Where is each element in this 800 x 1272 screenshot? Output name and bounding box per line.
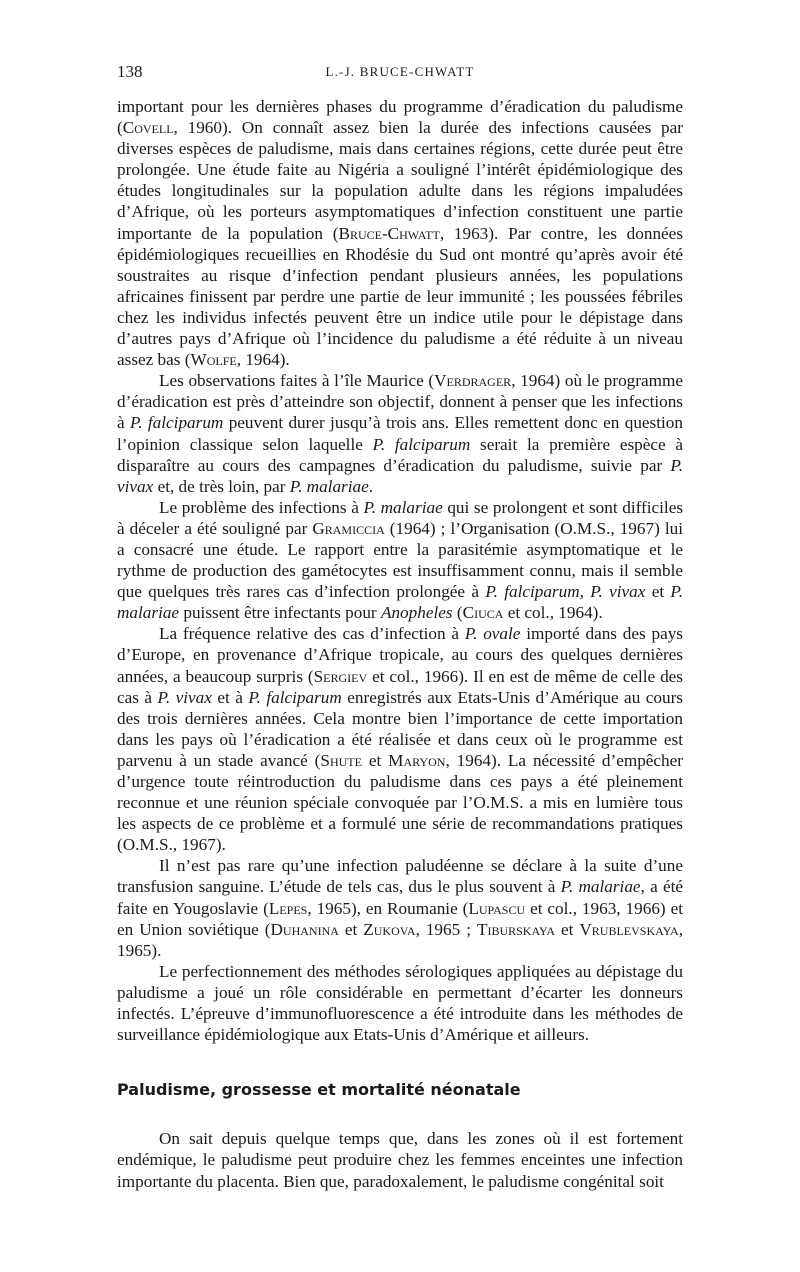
species-name: P. malariae <box>289 476 369 496</box>
paragraph-5: Il n’est pas rare qu’une infection paludéenne se déclare à la suite d’une transfusion sanguine. L’étude de tels cas, dus le plus souvent à P. malariae, a été faite en Yougoslavie (Lepes, 1965), en Roumanie (Lupascu et col., 1963, 1966) et en Union soviétique (Duhanina et Zukova, 1965 ; Tiburskaya et Vrublevskaya, 1965). <box>117 856 684 960</box>
citation-author: Sergiev <box>313 666 368 686</box>
running-head-author: L.-J. BRUCE-CHWATT <box>325 64 475 79</box>
paragraph-7: On sait depuis quelque temps que, dans les zones où il est fortement endémique, le paludisme peut produire chez les femmes enceintes une infection importante du placenta. Bien que, paradoxalement, le paludisme congénital soit <box>117 1129 683 1191</box>
running-header <box>117 62 683 88</box>
species-name: P. malariae <box>363 497 443 517</box>
species-name: P. vivax <box>117 455 683 496</box>
citation-author: Lepes <box>268 898 308 918</box>
species-name: P. ovale <box>464 624 521 644</box>
species-name: P. falciparum <box>248 687 342 707</box>
body-text <box>117 96 683 1192</box>
citation-author: Gramiccia <box>312 518 385 538</box>
citation-author: Vrublevskaya <box>579 919 679 939</box>
citation-author: Verdrager <box>434 371 512 391</box>
species-name: P. falciparum, P. vivax <box>485 582 646 602</box>
citation-author: Bruce-Chwatt <box>338 223 440 243</box>
species-name: P. malariae, <box>560 877 645 897</box>
paragraph-1: important pour les dernières phases du programme d’éradication du paludisme (Covell, 1960). On connaît assez bien la durée des infections causées par diverses espèces de paludisme, mais dans certaines régions, cette durée peut être prolongée. Une étude faite au Nigéria a souligné l’intérêt épidémiologique des études longitudinales sur la population adulte dans les régions impaludées d’Afrique, où les porteurs asymptomatiques d’infection constituent une partie importante de la population (Bruce-Chwatt, 1963). Par contre, les données épidémiologiques recueillies en Rhodésie du Sud ont montré qu’après avoir été soustraites au risque d’infection pendant plusieurs années, les populations africaines finissent par perdre une partie de leur immunité ; les poussées fébriles chez les individus infectés peuvent être un indice utile pour le dépistage dans d’autres pays d’Afrique où l’incidence du paludisme a été réduite à un niveau assez bas (Wolfe, 1964). <box>117 97 684 370</box>
citation-author: Zukova <box>363 919 416 939</box>
section-heading: Paludisme, grossesse et mortalité néonatale <box>117 1080 521 1100</box>
citation-author: Tiburskaya <box>476 919 556 939</box>
paragraph-2: Les observations faites à l’île Maurice (Verdrager, 1964) où le programme d’éradication est près d’atteindre son objectif, donnent à penser que les infections à P. falciparum peuvent durer jusqu’à trois ans. Elles remettent donc en question l’opinion classique selon laquelle P. falciparum serait la première espèce à disparaître au cours des campagnes d’éradication du paludisme, suivie par P. vivax et, de très loin, par P. malariae. <box>117 371 683 496</box>
species-name: P. vivax <box>157 687 212 707</box>
citation-author: Ciuca <box>462 603 504 623</box>
paragraph-6: Le perfectionnement des méthodes sérologiques appliquées au dépistage du paludisme a joué un rôle considérable en permettant d’écarter les donneurs infectés. L’épreuve d’immunofluorescence a été introduite dans les méthodes de surveillance épidémiologique aux Etats-Unis d’Amérique et ailleurs. <box>117 961 683 1045</box>
species-name: P. falciparum <box>372 434 471 454</box>
paragraph-3: Le problème des infections à P. malariae qui se prolongent et sont difficiles à déceler a été souligné par Gramiccia (1964) ; l’Organisation (O.M.S., 1967) lui a consacré une étude. Le rapport entre la parasitémie asymptomatique et le rythme de production des gamétocytes est insuffisamment connu, mais il semble que quelques très rares cas d’infection prolongée à P. falciparum, P. vivax et P. malariae puissent être infectants pour Anopheles (Ciuca et col., 1964). <box>117 497 684 623</box>
page-number: 138 <box>117 62 143 81</box>
species-name: P. falciparum <box>129 413 224 433</box>
paragraph-4: La fréquence relative des cas d’infection à P. ovale importé dans des pays d’Europe, en provenance d’Afrique tropicale, au cours des quelques dernières années, a beaucoup surpris (Sergiev et col., 1966). Il en est de même de celle des cas à P. vivax et à P. falciparum enregistrés aux Etats-Unis d’Amérique au cours des trois dernières années. Cela montre bien l’importance de cette importation dans les pays où l’éradication a été réalisée et dans ceux où le programme est parvenu à un stade avancé (Shute et Maryon, 1964). La nécessité d’empêcher d’urgence toute réintroduction du paludisme dans ces pays a été pleinement reconnue et une réunion spéciale convoquée par l’O.M.S. a mis en lumière tous les aspects de ce problème et a formulé une série de recommandations pratiques (O.M.S., 1967). <box>117 624 684 855</box>
citation-author: Maryon <box>388 750 446 770</box>
citation-author: Shute <box>320 750 362 770</box>
citation-author: Covell <box>122 118 174 138</box>
species-name: P. malariae <box>117 582 684 623</box>
citation-author: Duhanina <box>270 919 339 939</box>
citation-author: Wolfe <box>190 350 237 370</box>
genus-name: Anopheles <box>380 603 453 623</box>
citation-author: Lupascu <box>468 898 526 918</box>
